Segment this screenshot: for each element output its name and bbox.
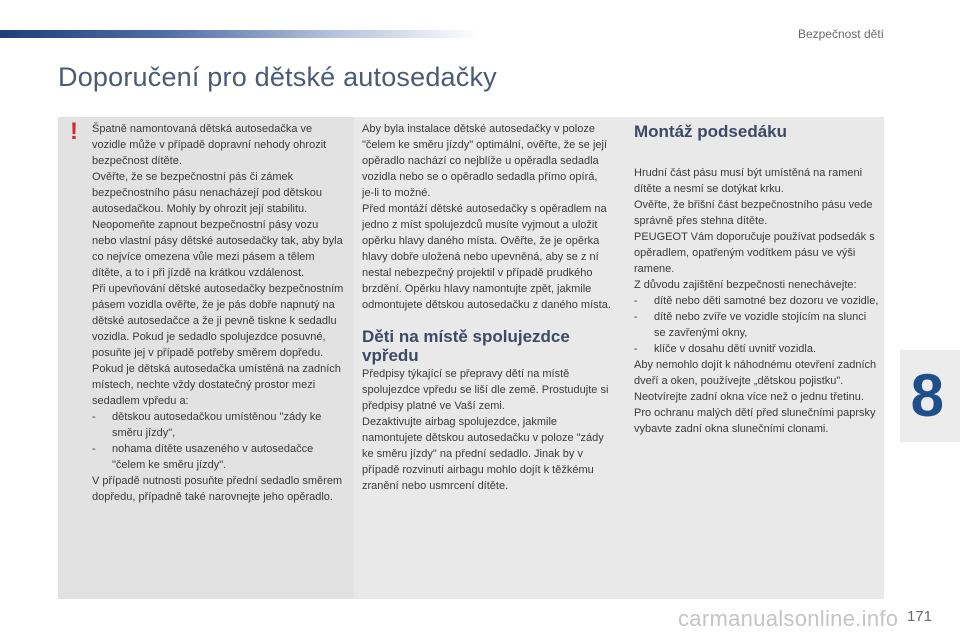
list-item: - nohama dítěte usazeného v autosedačce "čelem ke směru jízdy". <box>92 443 314 471</box>
paragraph: PEUGEOT Vám doporučuje používat podsedák s opěradlem, opatřeným vodítkem pásu ve výši ramene. <box>634 231 875 275</box>
middle-column <box>362 121 612 494</box>
watermark: carmanualsonline.info <box>678 606 899 631</box>
exclamation-icon: ! <box>70 118 78 145</box>
paragraph: Aby nemohlo dojít k náhodnému otevření zadních dveří a oken, používejte „dětskou pojistku". <box>634 359 877 387</box>
list-item: - dětskou autosedačkou umístěnou "zády ke směru jízdy", <box>92 411 322 439</box>
section-heading: Děti na místě spolujezdce vpředu <box>362 327 570 365</box>
warning-paragraph: Při upevňování dětské autosedačky bezpečnostním pásem vozidla ověřte, že je pás dobře napnutý na dětské autosedačce a že ji pevně tiskne k sedadlu vozidla. Pokud je sedadlo spolujezdce posuvné, posuňte jej v případě potřeby směrem dopředu. <box>92 283 344 359</box>
paragraph: Předpisy týkající se přepravy dětí na místě spolujezdce vpředu se liší dle země. Prostudujte si předpisy platné ve Vaší zemi. <box>362 368 609 412</box>
page-number: 171 <box>906 608 932 625</box>
list-item: - dítě nebo děti samotné bez dozoru ve vozidle, <box>634 295 879 307</box>
paragraph: Neotvírejte zadní okna více než o jednu třetinu. <box>634 391 864 403</box>
warning-column <box>92 121 344 505</box>
paragraph: Dezaktivujte airbag spolujezdce, jakmile namontujete dětskou autosedačku v poloze "zády ke směru jízdy" na přední sedadlo. Jinak by v případě rozvinutí airbagu mohlo dojít k těžkému zranění nebo usmrcení dítěte. <box>362 416 604 492</box>
warning-paragraph: Pokud je dětská autosedačka umístěná na zadních místech, nechte vždy dostatečný prostor mezi sedadlem vpředu a: <box>92 363 341 407</box>
section-heading: Montáž podsedáku <box>634 122 788 141</box>
list-item: - dítě nebo zvíře ve vozidle stojícím na slunci se zavřenými okny, <box>634 311 867 339</box>
warning-paragraph: Špatně namontovaná dětská autosedačka ve vozidle může v případě dopravní nehody ohrozit bezpečnost dítěte. <box>92 123 327 167</box>
paragraph: Hrudní část pásu musí být umístěná na rameni dítěte a nesmí se dotýkat krku. <box>634 167 863 195</box>
chapter-number: 8 <box>910 362 944 429</box>
right-column <box>634 120 880 437</box>
list-item: - klíče v dosahu dětí uvnitř vozidla. <box>634 343 817 355</box>
paragraph: Ověřte, že břišní část bezpečnostního pásu vede správně přes stehna dítěte. <box>634 199 873 227</box>
page-title: Doporučení pro dětské autosedačky <box>58 62 497 92</box>
warning-paragraph: V případě nutnosti posuňte přední sedadlo směrem dopředu, případně také narovnejte jeho opěradlo. <box>92 475 343 503</box>
header-accent-bar <box>0 30 480 38</box>
paragraph: Pro ochranu malých dětí před slunečními paprsky vybavte zadní okna slunečními clonami. <box>634 407 876 435</box>
warning-paragraph: Ověřte, že se bezpečnostní pás či zámek bezpečnostního pásu nenacházejí pod dětskou autosedačkou. Mohly by ohrozit její stabilitu. <box>92 171 322 215</box>
paragraph: Z důvodu zajištění bezpečnosti nenechávejte: <box>634 279 857 291</box>
section-name: Bezpečnost dětí <box>797 27 884 41</box>
warning-paragraph: Neopomeňte zapnout bezpečnostní pásy vozu nebo vlastní pásy dětské autosedačky tak, aby byla co nejvíce omezena vůle mezi pásem a tělem dítěte, a to i při jízdě na krátkou vzdálenost. <box>92 219 343 279</box>
paragraph: Před montáží dětské autosedačky s opěradlem na jedno z míst spolujezdců musíte vyjmout a uložit opěrku hlavy daného místa. Ověřte, že je opěrka hlavy dobře uložená nebo upevněná, aby se z ní nestal nebezpečný projektil v případě prudkého brzdění. Opěrku hlavy namontujte zpět, jakmile odmontujete dětskou autosedačku z daného místa. <box>362 203 611 311</box>
paragraph: Aby byla instalace dětské autosedačky v poloze "čelem ke směru jízdy" optimální, ověřte, že se její opěradlo nachází co nejblíže u opěradla sedadla vozidla nebo se o opěradlo sedadla přímo opírá, je-li to možné. <box>362 123 608 199</box>
